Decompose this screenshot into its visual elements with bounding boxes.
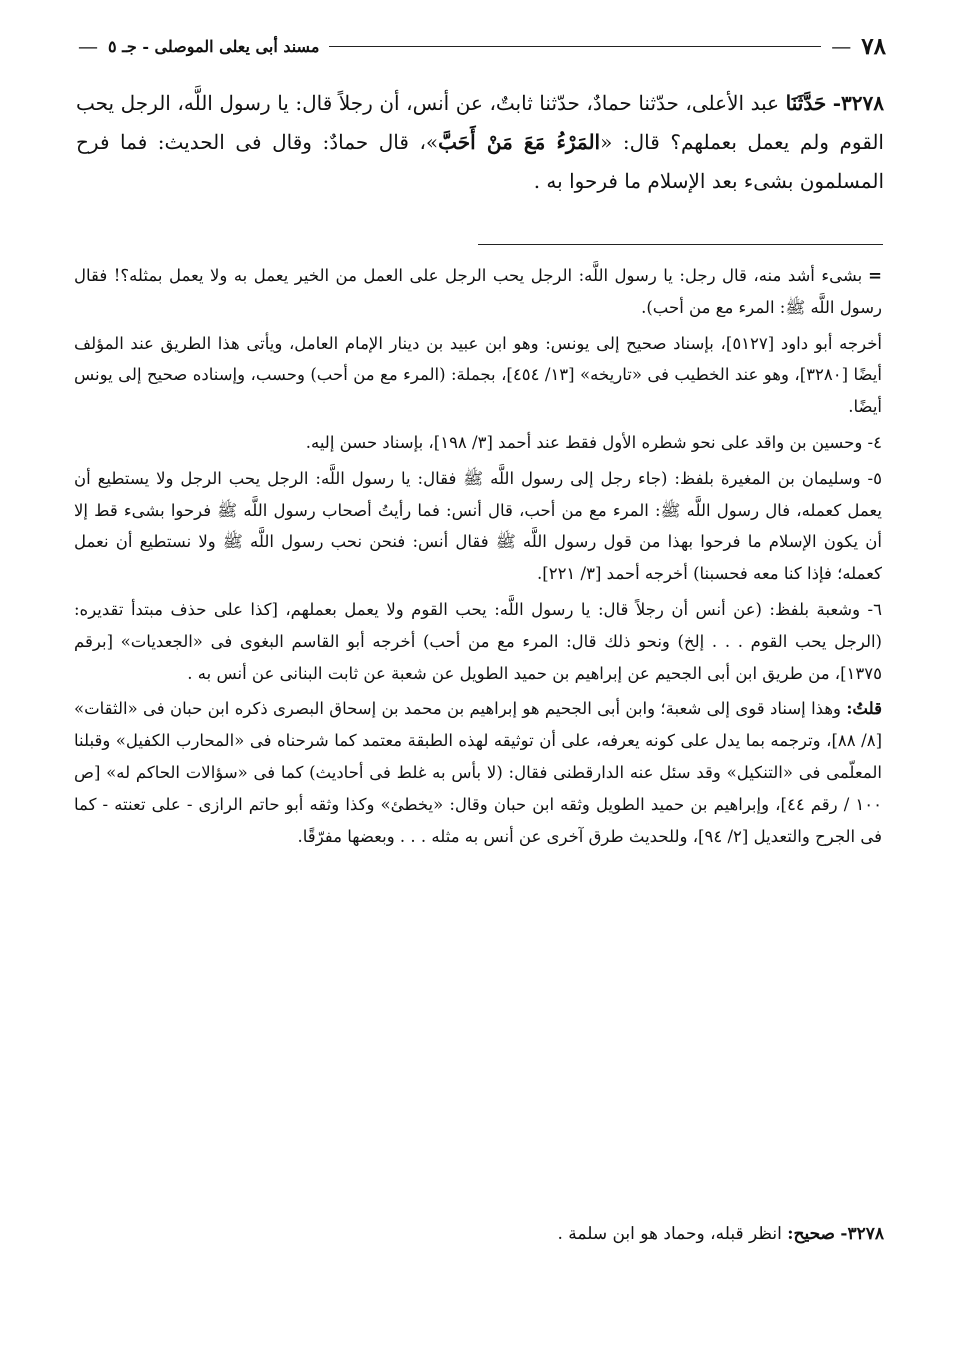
verdict-number: ٣٢٧٨-	[840, 1224, 884, 1244]
running-header	[78, 28, 886, 64]
footnote-separator	[478, 244, 883, 245]
note-paragraph-shuba: ٦- وشعبة بلفظ: (عن أنس أن رجلاً قال: يا رسول اللَّه: يحب القوم ولا يعمل بعملهم، [كذا على حذف مبتدأ تقديره: (الرجل يحب القوم . . . إلخ) ونحو ذلك قال: المرء مع من أحب) أخرجه أبو القاسم البغوى فى «الجعديات» [برقم ١٣٧٥]، من طريق ابن أبى الجحيم عن إبراهيم بن حميد الطويل عن شعبة عن ثابت البنانى عن أنس به .	[74, 599, 882, 683]
note-continuation-text: بشىء أشد منه، قال رجل: يا رسول اللَّه: الرجل يحب الرجل على العمل من الخير يعمل به ولا يعمل بمثله؟! فقال رسول اللَّه ﷺ: المرء مع من أحب).	[74, 266, 882, 317]
hadith-text-part-1: عبد الأعلى، حدّثنا حمادٌ، حدّثنا ثابتٌ، عن أنس، أن رجلاً قال: يا رسول اللَّه، الرجل يحب القوم ولم يعمل بعملهم؟ قال: «	[76, 91, 884, 154]
hadith-verdict	[76, 1218, 884, 1250]
verdict-label: صحيح:	[787, 1224, 835, 1244]
note-continuation	[74, 260, 882, 324]
hadith-text-part-2: »، قال حمادٌ: وقال فى الحديث: فما فرح المسلمون بشىء بعد الإسلام ما فرحوا به .	[76, 130, 884, 193]
note-paragraph-qultu	[74, 693, 882, 852]
page-number: ٧٨	[861, 32, 886, 60]
header-dash-end: —	[78, 34, 98, 58]
note-paragraph-abu-dawud: أخرجه أبو داود [٥١٢٧]، بإسناد صحيح إلى يونس: وهو ابن عبيد بن دينار الإمام العامل، ويأتى هذا الطريق عند المؤلف أيضًا [٣٢٨٠]، وهو عند الخطيب فى «تاريخه» [١٣/ ٤٥٤]، بجملة: (المرء مع من أحب) وحسب، وإسناده صحيح إلى يونس أيضًا.	[74, 333, 883, 417]
prophetic-words: المَرْءُ مَعَ مَنْ أَحَبَّ	[438, 130, 601, 154]
header-rule	[329, 46, 821, 47]
hadith-number: ٣٢٧٨-	[832, 91, 885, 115]
note-paragraph-husayn: ٤- وحسين بن واقد على نحو شطره الأول فقط عند أحمد [٣/ ١٩٨]، بإسناد حسن إليه.	[305, 432, 882, 452]
qultu-text: وهذا إسناد قوى إلى شعبة؛ وابن أبى الجحيم هو إبراهيم بن محمد بن إسحاق البصرى ذكره ابن حبان فى «الثقات» [٨/ ٨٨]، وترجمه بما يدل على كونه يعرفه، على أن توثيقه لهذه الطبقة معتمد كما شرحناه فى «المحارب الكفيل» وقبلنا المعلّمى فى «التنكيل» وقد سئل عنه الدارقطنى فقال: (لا بأس به غلط فى أحاديث) كما فى «سؤالات الحاكم له» [ص ١٠٠ / رقم ٤٤]، وإبراهيم بن حميد الطويل وثقه ابن حبان وقال: «يخطئ» وكذا وثقه أبو حاتم الرازى - على تعنته - كما فى الجرح والتعديل [٢/ ٩٤]، وللحديث طرق آخرى عن أنس به مثله . . . وبعضها مفرّقًا.	[74, 699, 883, 846]
note-paragraph-sulayman: ٥- وسليمان بن المغيرة بلفظ: (جاء رجل إلى رسول اللَّه ﷺ فقال: يا رسول اللَّه: الرجل يحب الرجل ولا يستطيع أن يعمل كعمله، فال رسول اللَّه ﷺ: المرء مع من أحب، قال أنس: فما رأيتُ أصحاب رسول اللَّه ﷺ فرحوا بشىء قط إلا أن يكون الإسلام ما فرحوا بهذا من قول رسول اللَّه ﷺ فقال أنس: فنحن نحب رسول اللَّه ﷺ ولا نستطيع أن نعمل كعمله؛ فإذا كنا معه فحسبنا) أخرجه أحمد [٣/ ٢٢١].	[74, 468, 882, 584]
qultu-label: قلتُ:	[846, 699, 882, 719]
header-dash: —	[831, 34, 852, 58]
footnotes	[74, 260, 882, 856]
verdict-text: انظر قبله، وحماد هو ابن سلمة .	[557, 1224, 788, 1244]
hadith-opening: حَدَّثَنَا	[785, 91, 827, 115]
hadith-text	[76, 84, 884, 201]
continuation-mark: =	[868, 266, 882, 285]
book-title: مسند أبى يعلى الموصلى - جـ ٥	[108, 36, 320, 56]
